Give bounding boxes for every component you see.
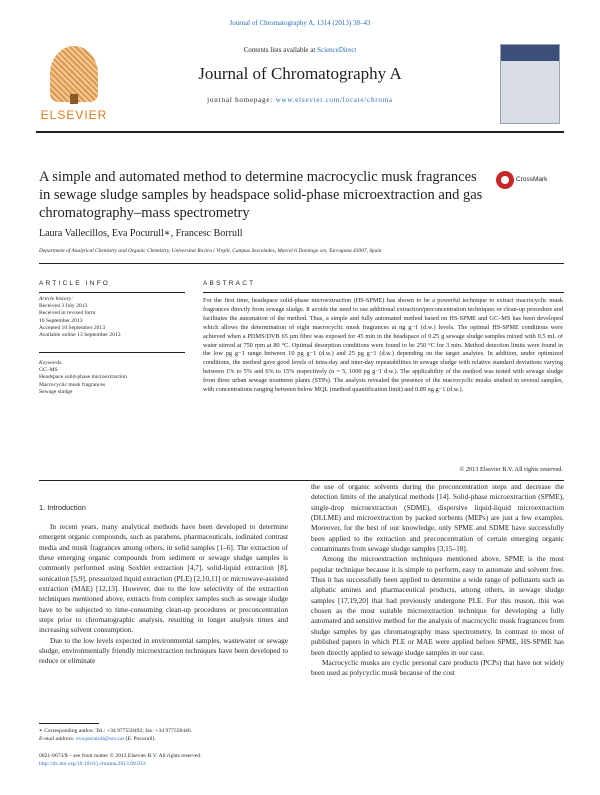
cover-band — [501, 45, 559, 61]
crossmark-badge[interactable] — [496, 171, 548, 195]
left-column — [39, 522, 288, 667]
homepage-link[interactable]: www.elsevier.com/locate/chroma — [275, 96, 393, 104]
header-rule — [36, 131, 564, 133]
email-suffix: (E. Pocurull). — [125, 736, 156, 742]
copyright: © 2013 Elsevier B.V. All rights reserved. — [459, 466, 563, 473]
right-column — [311, 478, 564, 679]
sciencedirect-link[interactable]: ScienceDirect — [317, 46, 357, 54]
journal-citation[interactable]: Journal of Chromatography A, 1314 (2013) 38–43 — [229, 19, 371, 27]
keyword-item: Sewage sludge — [39, 388, 73, 395]
footnote-rule — [39, 723, 99, 724]
issn-line: 0021-9673/$ – see front matter © 2013 Elsevier B.V. All rights reserved. — [39, 753, 202, 759]
abstract-rule — [203, 292, 564, 293]
crossmark-icon — [496, 171, 514, 189]
article-title: A simple and automated method to determine macrocyclic musk fragrances in sewage sludge samples by headspace solid-phase microextraction and gas chromatography–mass spectrometry — [39, 169, 483, 221]
keywords — [39, 360, 179, 396]
history-line: Received in revised form — [39, 310, 96, 317]
section-title-introduction: 1. Introduction — [39, 503, 86, 512]
article-info-rule — [39, 292, 185, 293]
abstract-text: For the first time, headspace solid-phase microextraction (HS-SPME) has shown to be a powerful technique to extract macrocyclic musk fragrances directly from sewage sludge. It avoids the need to use additional extraction/preconcentration techniques or clean-up procedure and facilitates the automation of the method. Thus, a simple and fully automated method based on HS-SPME and GC–MS has been developed which allows the determination of eight macrocyclic musk fragrances at ng g−1 (d.w.) levels. The optimal HS-SPME conditions were achieved when a PDMS/DVB 65 µm fibre was exposed for 45 min in the headspace of 0.25 g sewage sludge samples mixed with 0.5 mL of water stirred at 750 rpm at 80 °C. Optimal desorption conditions were found to be 250 °C for 3 min. Method detection limits were found in the low pg g−1 range between 10 pg g−1 (d.w.) and 25 pg g−1 (d.w.) depending on the target analytes. In addition, under optimized conditions, the method gave good levels of intra-day and inter-day repeatabilities in sewage sludge with relative standard deviations varying between 1% to 5% and 6% to 15% respectively (n = 5, 1000 pg g−1 d.w.). The applicability of the method was tested with sewage sludge from three urban sewage treatment plants (STPs). The analysis revealed the presence of the macrocyclic musks studied in several samples, with concentrations ranging between below MQL (method quantification limit) and 0.89 ng g−1 (d.w.). — [203, 297, 563, 394]
history-line: Available online 13 September 2013 — [39, 332, 121, 339]
abstract-heading: ABSTRACT — [203, 280, 256, 287]
crossmark-label: CrossMark — [516, 176, 548, 183]
affiliation: Department of Analytical Chemistry and Organic Chemistry, Universitat Rovira i Virgili, Campus Sescelades, Marcel·lí Domingo s/n, Tarragona 43007, Spain — [39, 248, 382, 254]
paragraph: In recent years, many analytical methods have been developed to determine emergent organic compounds, such as parabens, pharmaceuticals, iodinated contrast media and musk fragrances among others, in solid samples [1–6]. The extraction of these emerging organic compounds from sediment or sewage sludge samples is commonly performed using Soxhlet extraction [4,7], solid-liquid extraction [8], sonication [5,9], pressurized liquid extraction (PLE) [2,10,11] or microwave-assisted extraction (MAE) [12,13]. However, due to the low selectivity of the extraction techniques mentioned above, extracts from complex samples such as sewage sludge have to be subjected to time-consuming clean-up procedures or preconcentration steps prior to chromatographic analysis, resulting in longer analysis times and increasing solvent consumption. — [39, 522, 288, 635]
footnotes — [39, 727, 279, 743]
email-note — [39, 735, 279, 743]
affiliation-rule — [39, 263, 564, 264]
journal-title: Journal of Chromatography A — [198, 64, 402, 83]
keywords-rule — [39, 352, 185, 353]
history-line: Accepted 10 September 2013 — [39, 324, 106, 331]
paragraph: Due to the low levels expected in environmental samples, wastewater or sewage sludge, environmentally friendly microextraction techniques have been developed to reduce or eliminate — [39, 635, 288, 666]
footer — [39, 753, 279, 768]
publisher-name: ELSEVIER — [40, 108, 108, 122]
keyword-item: GC–MS — [39, 367, 58, 374]
homepage-prefix: journal homepage: — [207, 96, 274, 104]
history-label: Article history: — [39, 296, 74, 302]
doi-link[interactable]: http://dx.doi.org/10.1016/j.chroma.2013.09.033 — [39, 760, 146, 767]
contents-prefix: Contents lists available at — [243, 46, 316, 54]
paragraph: Macrocyclic musks are cyclic personal care products (PCPs) that have not widely been used as polycyclic musk because of the cost — [311, 657, 564, 678]
corresponding-author-note: ∗ Corresponding author. Tel.: +34 977558492; fax: +34 977558446. — [39, 728, 193, 734]
keyword-item: Macrocyclic musk fragrances — [39, 381, 106, 388]
article-history — [39, 296, 179, 339]
history-line: Received 3 July 2013 — [39, 303, 88, 310]
email-label: E-mail address: — [39, 736, 75, 742]
keyword-item: Headspace solid-phase microextraction — [39, 374, 127, 381]
authors: Laura Vallecillos, Eva Pocurull∗, Francesc Borrull — [39, 228, 243, 239]
paragraph: the use of organic solvents during the preconcentration steps and decrease the detection limits of the analytical methods [14]. Solid-phase microextraction (SPME), single-drop microextraction (SDME), dispersive liquid-liquid microextraction (DLLME) and microextraction by packed sorbents (MEPs) are just a few examples. Moreover, for the best of our knowledge, only SPME and SDME have successfully been applied to the extraction and preconcentration of certain emerging organic contaminants from sewage sludge samples [3,15–18]. — [311, 482, 564, 554]
email-link[interactable]: eva.pocurull@urv.cat — [76, 736, 125, 742]
journal-cover-image — [500, 44, 560, 124]
article-info-heading: ARTICLE INFO — [39, 280, 111, 287]
keywords-label: Keywords: — [39, 360, 64, 366]
history-line: 10 September 2013 — [39, 317, 83, 324]
paragraph: Among the microextraction techniques mentioned above, SPME is the most popular technique because it is simple to perform, easy to automate and solvent free. Thus it has successfully been applied to determine a wide range of pollutants such as aliphatic amines and pharmaceutical products, among others, in sewage sludge samples [17,19,20] that had previously undergone PLE. For this reason, this was chosen as the most suitable microextraction technique for developing a fully automated and sensitive method for the analysis of macrocyclic musk fragrances from sludge samples by gas chromatography mass spectrometry. In contrast to most of published papers in which PLE or MAE were applied before SPME, HS-SPME has been directly applied to sewage sludge samples in our case. — [311, 554, 564, 657]
